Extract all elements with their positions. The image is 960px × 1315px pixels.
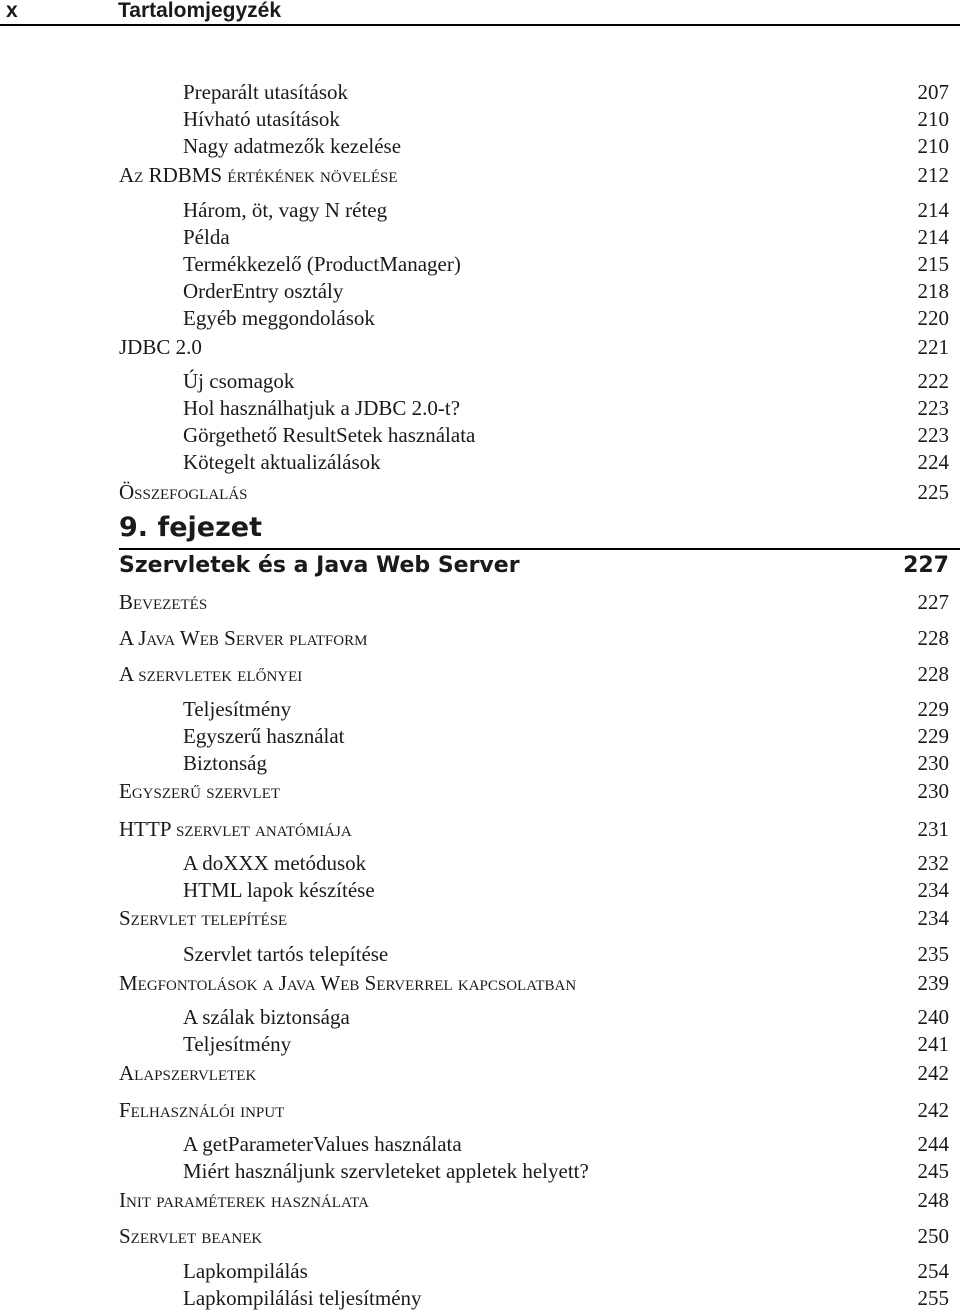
toc-section-page: 242 [917, 1061, 949, 1085]
toc-section-page: 231 [917, 817, 949, 841]
toc-entry-label: Görgethető ResultSetek használata [183, 423, 476, 447]
toc-entry[interactable] [0, 1131, 960, 1158]
toc-entry-label: Új csomagok [183, 369, 295, 393]
toc-section[interactable] [0, 1187, 960, 1214]
toc-entry-label: Kötegelt aktualizálások [183, 450, 381, 474]
toc-entry[interactable] [0, 368, 960, 395]
toc-section-label: Felhasználói input [119, 1098, 285, 1122]
toc-entry-label: OrderEntry osztály [183, 279, 344, 303]
toc-entry-page: 235 [917, 942, 949, 966]
toc-entry[interactable] [0, 1004, 960, 1031]
toc-section-label: Szervlet telepítése [119, 906, 288, 930]
toc-entry[interactable] [0, 133, 960, 160]
toc-entry[interactable] [0, 395, 960, 422]
chapter-number-text: 9. fejezet [119, 512, 263, 543]
toc-entry[interactable] [0, 197, 960, 224]
toc-section[interactable] [0, 661, 960, 688]
toc-entry[interactable] [0, 941, 960, 968]
toc-entry[interactable] [0, 224, 960, 251]
toc-entry-page: 232 [917, 851, 949, 875]
toc-entry-page: 254 [917, 1259, 949, 1283]
chapter-number [119, 512, 960, 550]
toc-section-label: JDBC 2.0 [119, 335, 202, 359]
toc-entry[interactable] [0, 1158, 960, 1185]
toc-section[interactable] [0, 816, 960, 843]
running-header [0, 0, 960, 26]
toc-section-page: 230 [917, 779, 949, 803]
toc-entry-page: 229 [917, 697, 949, 721]
toc-section-page: 212 [917, 163, 949, 187]
toc-section-label: Bevezetés [119, 590, 208, 614]
toc-section[interactable] [0, 778, 960, 805]
toc-entry-label: Szervlet tartós telepítése [183, 942, 389, 966]
chapter-title-row[interactable] [119, 550, 949, 582]
toc-section-label: Megfontolások a Java Web Serverrel kapcsolatban [119, 971, 577, 995]
toc-section-label: Alapszervletek [119, 1061, 257, 1085]
toc-entry[interactable] [0, 696, 960, 723]
chapter-title: Szervletek és a Java Web Server [119, 553, 520, 578]
toc-section-page: 239 [917, 971, 949, 995]
toc-entry[interactable] [0, 1285, 960, 1312]
toc-section[interactable] [0, 479, 960, 506]
toc-entry-page: 222 [917, 369, 949, 393]
toc-entry-label: Preparált utasítások [183, 80, 349, 104]
toc-entry-page: 241 [917, 1032, 949, 1056]
toc-entry[interactable] [0, 251, 960, 278]
header-page-number: x [6, 0, 18, 22]
toc-entry-page: 214 [917, 225, 949, 249]
toc-entry-page: 224 [917, 450, 949, 474]
toc-entry[interactable] [0, 79, 960, 106]
chapter-page: 227 [903, 553, 949, 578]
toc-section-page: 225 [917, 480, 949, 504]
toc-entry-label: A doXXX metódusok [183, 851, 367, 875]
toc-section[interactable] [0, 1060, 960, 1087]
toc-section-label: Az RDBMS értékének növelése [119, 163, 398, 187]
toc-section-page: 250 [917, 1224, 949, 1248]
toc-entry[interactable] [0, 750, 960, 777]
toc-entry-page: 218 [917, 279, 949, 303]
toc-entry-label: A getParameterValues használata [183, 1132, 462, 1156]
toc-entry-page: 230 [917, 751, 949, 775]
toc-entry[interactable] [0, 106, 960, 133]
toc-section-label: Összefoglalás [119, 480, 248, 504]
toc-entry-page: 229 [917, 724, 949, 748]
toc-section[interactable] [0, 1223, 960, 1250]
toc-entry-page: 255 [917, 1286, 949, 1310]
toc-entry-page: 244 [917, 1132, 949, 1156]
toc-entry[interactable] [0, 877, 960, 904]
toc-entry-label: Három, öt, vagy N réteg [183, 198, 388, 222]
toc-entry-label: Biztonság [183, 751, 267, 775]
toc-section[interactable] [0, 625, 960, 652]
toc-entry-label: Hívható utasítások [183, 107, 340, 131]
toc-entry-page: 210 [917, 107, 949, 131]
toc-entry-page: 220 [917, 306, 949, 330]
toc-section-page: 242 [917, 1098, 949, 1122]
toc-entry-label: Teljesítmény [183, 1032, 292, 1056]
toc-section[interactable] [0, 589, 960, 616]
toc-section-label: Szervlet beanek [119, 1224, 263, 1248]
toc-entry[interactable] [0, 449, 960, 476]
toc-entry[interactable] [0, 305, 960, 332]
toc-entry-label: A szálak biztonsága [183, 1005, 350, 1029]
toc-section-page: 228 [917, 662, 949, 686]
toc-section-label: Egyszerű szervlet [119, 779, 281, 803]
toc-entry-page: 245 [917, 1159, 949, 1183]
toc-section[interactable] [0, 1097, 960, 1124]
toc-entry-label: Teljesítmény [183, 697, 292, 721]
toc-entry-page: 234 [917, 878, 949, 902]
toc-section-page: 221 [917, 335, 949, 359]
toc-section[interactable] [0, 905, 960, 932]
toc-entry[interactable] [0, 723, 960, 750]
toc-entry-page: 223 [917, 396, 949, 420]
toc-entry-page: 207 [917, 80, 949, 104]
toc-entry-label: Lapkompilálás [183, 1259, 308, 1283]
toc-entry[interactable] [0, 850, 960, 877]
toc-entry[interactable] [0, 278, 960, 305]
toc-entry-label: Hol használhatjuk a JDBC 2.0-t? [183, 396, 461, 420]
toc-entry-page: 240 [917, 1005, 949, 1029]
toc-entry[interactable] [0, 1258, 960, 1285]
header-title: Tartalomjegyzék [118, 0, 282, 22]
toc-section[interactable] [0, 334, 960, 361]
toc-section[interactable] [0, 970, 960, 997]
toc-section-page: 227 [917, 590, 949, 614]
toc-entry[interactable] [0, 1031, 960, 1058]
toc-section-label: Init paraméterek használata [119, 1188, 369, 1212]
toc-entry-label: Egyszerű használat [183, 724, 345, 748]
toc-entry-label: Termékkezelő (ProductManager) [183, 252, 461, 276]
toc-entry-label: Miért használjunk szervleteket appletek helyett? [183, 1159, 589, 1183]
toc-entry-page: 223 [917, 423, 949, 447]
toc-section-label: HTTP szervlet anatómiája [119, 817, 352, 841]
toc-entry-label: Egyéb meggondolások [183, 306, 375, 330]
toc-entry-page: 214 [917, 198, 949, 222]
toc-entry-label: Példa [183, 225, 230, 249]
toc-section[interactable] [0, 162, 960, 189]
toc-entry-label: HTML lapok készítése [183, 878, 375, 902]
toc-entry-page: 210 [917, 134, 949, 158]
toc-entry-label: Lapkompilálási teljesítmény [183, 1286, 422, 1310]
toc-section-label: A Java Web Server platform [119, 626, 368, 650]
toc-entry-page: 215 [917, 252, 949, 276]
toc-section-page: 228 [917, 626, 949, 650]
toc-section-page: 248 [917, 1188, 949, 1212]
toc-entry[interactable] [0, 422, 960, 449]
toc-section-page: 234 [917, 906, 949, 930]
toc-section-label: A szervletek előnyei [119, 662, 303, 686]
toc-entry-label: Nagy adatmezők kezelése [183, 134, 402, 158]
